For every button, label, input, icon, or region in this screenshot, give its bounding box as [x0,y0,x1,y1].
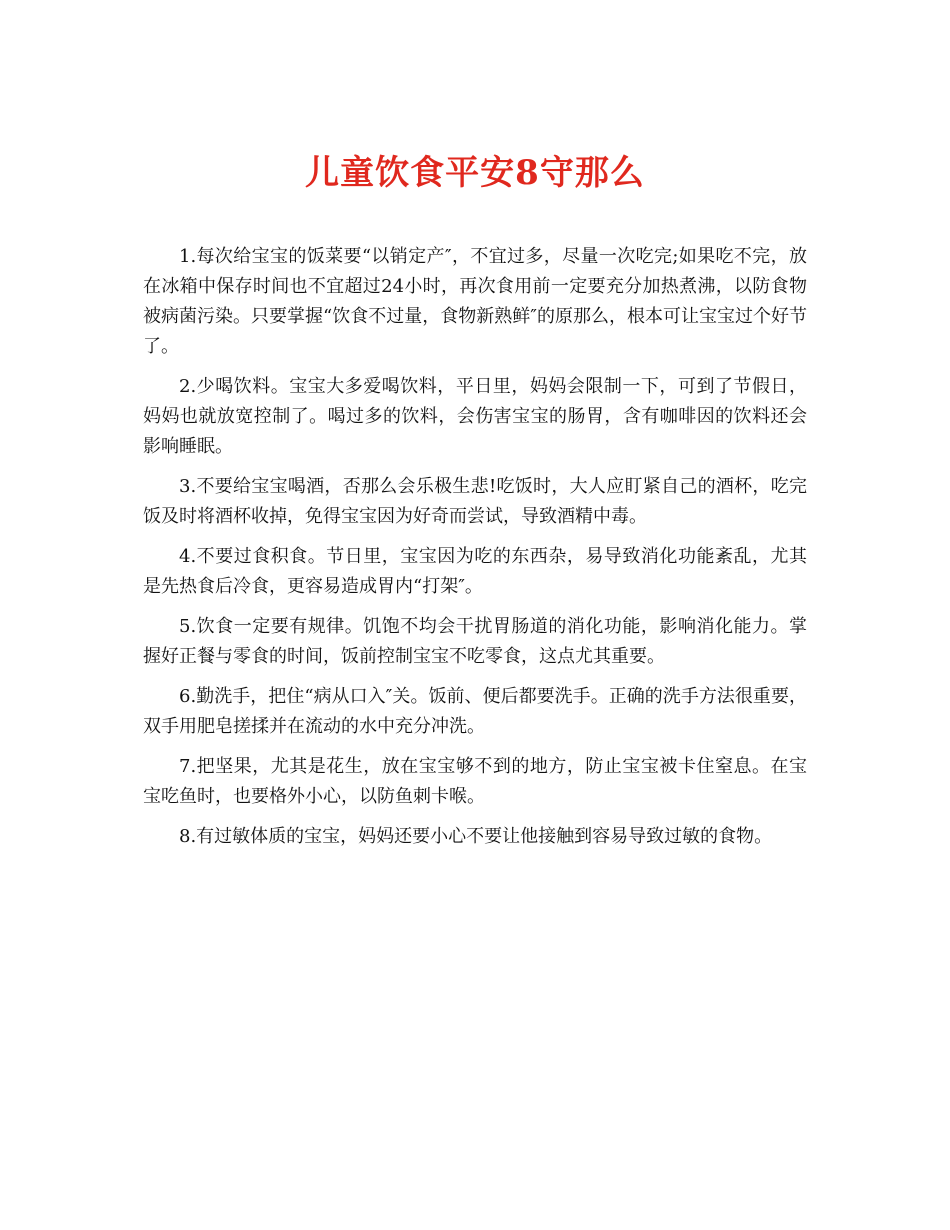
paragraph-4: 4.不要过食积食。节日里，宝宝因为吃的东西杂，易导致消化功能紊乱，尤其是先热食后冷食，更容易造成胃内“打架″。 [143,546,807,597]
paragraph-6: 6.勤洗手，把住“病从口入″关。饭前、便后都要洗手。正确的洗手方法很重要，双手用肥皂搓揉并在流动的水中充分冲洗。 [143,686,807,737]
paragraph-8: 8.有过敏体质的宝宝，妈妈还要小心不要让他接触到容易导致过敏的食物。 [179,826,773,847]
paragraph-5: 5.饮食一定要有规律。饥饱不均会干扰胃肠道的消化功能，影响消化能力。掌握好正餐与零食的时间，饭前控制宝宝不吃零食，这点尤其重要。 [143,616,807,667]
document-title: 儿童饮食平安8守那么 [305,152,645,193]
document-body [143,242,807,862]
paragraph-7: 7.把坚果，尤其是花生，放在宝宝够不到的地方，防止宝宝被卡住窒息。在宝宝吃鱼时，也要格外小心，以防鱼刺卡喉。 [143,756,807,807]
paragraph-1: 1.每次给宝宝的饭菜要“以销定产″，不宜过多，尽量一次吃完;如果吃不完，放在冰箱中保存时间也不宜超过24小时，再次食用前一定要充分加热煮沸，以防食物被病菌污染。只要掌握“饮食不过量，食物新熟鲜″的原那么，根本可让宝宝过个好节了。 [143,246,807,357]
paragraph-3: 3.不要给宝宝喝酒，否那么会乐极生悲!吃饭时，大人应盯紧自己的酒杯，吃完饭及时将酒杯收掉，免得宝宝因为好奇而尝试，导致酒精中毒。 [143,476,807,527]
paragraph-2: 2.少喝饮料。宝宝大多爱喝饮料，平日里，妈妈会限制一下，可到了节假日，妈妈也就放宽控制了。喝过多的饮料，会伤害宝宝的肠胃，含有咖啡因的饮料还会影响睡眠。 [143,376,807,457]
